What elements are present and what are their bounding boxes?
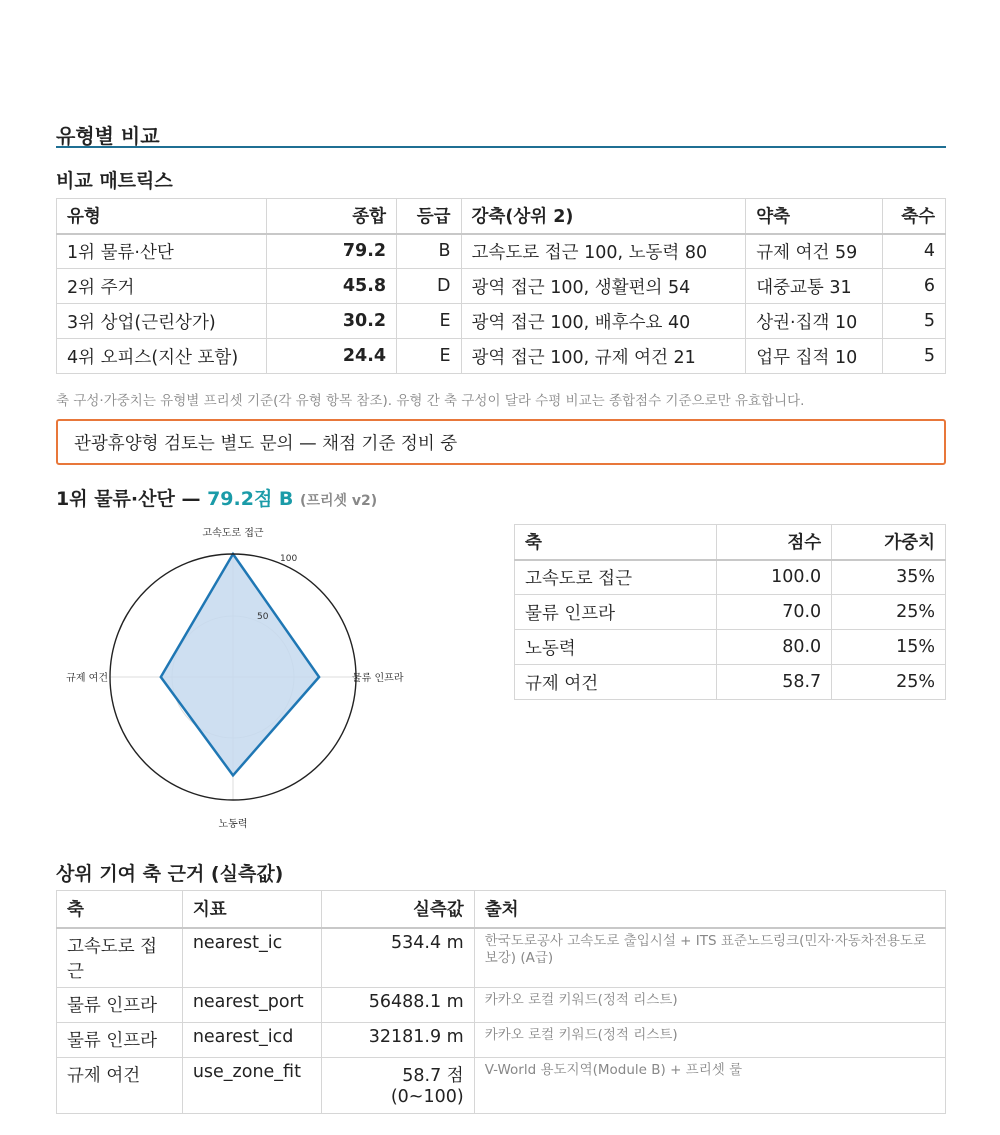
cell-source: 한국도로공사 고속도로 출입시설 + ITS 표준노드링크(민자·자동차전용도로 보강) (A급) [474, 928, 945, 988]
cell-strong: 고속도로 접근 100, 노동력 80 [461, 234, 746, 269]
col-header-grade: 등급 [397, 199, 461, 234]
cell-axis: 규제 여건 [57, 1057, 183, 1113]
radar-data-polygon [161, 554, 319, 775]
section-title: 유형별 비교 [56, 124, 160, 148]
comparison-matrix-table [56, 198, 946, 374]
notice-text: 관광휴양형 검토는 별도 문의 — 채점 기준 정비 중 [74, 434, 458, 454]
detail-score: 79.2점 B [207, 488, 294, 510]
cell-axis: 물류 인프라 [57, 1022, 183, 1057]
section-header [56, 112, 946, 148]
table-row [57, 234, 946, 269]
cell-weight: 25% [832, 665, 946, 700]
cell-axis: 규제 여건 [515, 665, 717, 700]
cell-score: 70.0 [717, 595, 832, 630]
table-row [57, 1057, 946, 1113]
cell-value: 58.7 점 (0~100) [321, 1057, 474, 1113]
cell-grade: E [397, 304, 461, 339]
cell-source: 카카오 로컬 키워드(정적 리스트) [474, 987, 945, 1022]
col-header-axis: 축 [57, 891, 183, 928]
cell-axes: 4 [883, 234, 946, 269]
col-header-weak: 약축 [746, 199, 883, 234]
cell-axes: 5 [883, 304, 946, 339]
cell-axes: 5 [883, 339, 946, 374]
cell-axis: 고속도로 접근 [515, 560, 717, 595]
table-row [57, 304, 946, 339]
table-row [515, 665, 946, 700]
cell-weight: 35% [832, 560, 946, 595]
cell-score: 80.0 [717, 630, 832, 665]
col-header-metric: 지표 [182, 891, 321, 928]
cell-weak: 상권·집객 10 [746, 304, 883, 339]
cell-score: 30.2 [267, 304, 397, 339]
cell-axes: 6 [883, 269, 946, 304]
evidence-header-row [57, 891, 946, 928]
col-header-type: 유형 [57, 199, 267, 234]
col-header-strong: 강축(상위 2) [461, 199, 746, 234]
radar-axis-label-bottom: 노동력 [218, 819, 248, 830]
cell-metric: use_zone_fit [182, 1057, 321, 1113]
radar-ring-label-50: 50 [257, 612, 269, 622]
cell-grade: E [397, 339, 461, 374]
cell-value: 32181.9 m [321, 1022, 474, 1057]
cell-weight: 15% [832, 630, 946, 665]
col-header-value: 실측값 [321, 891, 474, 928]
notice-box [56, 419, 946, 465]
cell-weight: 25% [832, 595, 946, 630]
cell-weak: 업무 집적 10 [746, 339, 883, 374]
matrix-footnote: 축 구성·가중치는 유형별 프리셋 기준(각 유형 항목 참조). 유형 간 축 구성이 달라 수평 비교는 종합점수 기준으로만 유효합니다. [56, 393, 805, 409]
cell-metric: nearest_icd [182, 1022, 321, 1057]
table-row [57, 1022, 946, 1057]
col-header-score: 점수 [717, 525, 832, 560]
cell-type: 4위 오피스(지산 포함) [57, 339, 267, 374]
cell-axis: 고속도로 접근 [57, 928, 183, 988]
col-header-source: 출처 [474, 891, 945, 928]
matrix-heading: 비교 매트릭스 [56, 170, 173, 192]
radar-ring-label-100: 100 [280, 554, 298, 564]
cell-type: 1위 물류·산단 [57, 234, 267, 269]
table-row [57, 987, 946, 1022]
cell-value: 56488.1 m [321, 987, 474, 1022]
cell-metric: nearest_ic [182, 928, 321, 988]
cell-score: 79.2 [267, 234, 397, 269]
col-header-score: 종합 [267, 199, 397, 234]
cell-strong: 광역 접근 100, 생활편의 54 [461, 269, 746, 304]
cell-axis: 노동력 [515, 630, 717, 665]
table-row [515, 630, 946, 665]
cell-score: 58.7 [717, 665, 832, 700]
cell-grade: D [397, 269, 461, 304]
evidence-heading: 상위 기여 축 근거 (실측값) [56, 863, 284, 885]
axis-weights-table [514, 524, 946, 700]
cell-weak: 대중교통 31 [746, 269, 883, 304]
cell-source: V-World 용도지역(Module B) + 프리셋 룰 [474, 1057, 945, 1113]
radar-axis-label-left: 규제 여건 [66, 673, 108, 684]
radar-axis-label-top: 고속도로 접근 [202, 528, 264, 539]
cell-strong: 광역 접근 100, 규제 여건 21 [461, 339, 746, 374]
cell-metric: nearest_port [182, 987, 321, 1022]
weights-header-row [515, 525, 946, 560]
col-header-axes: 축수 [883, 199, 946, 234]
cell-type: 2위 주거 [57, 269, 267, 304]
col-header-weight: 가중치 [832, 525, 946, 560]
cell-score: 24.4 [267, 339, 397, 374]
table-row [57, 339, 946, 374]
detail-title [56, 484, 377, 511]
matrix-header-row [57, 199, 946, 234]
cell-source: 카카오 로컬 키워드(정적 리스트) [474, 1022, 945, 1057]
cell-axis: 물류 인프라 [515, 595, 717, 630]
table-row [57, 928, 946, 988]
detail-title-prefix: 1위 물류·산단 — [56, 488, 201, 510]
radar-chart [56, 515, 416, 845]
table-row [57, 269, 946, 304]
table-row [515, 560, 946, 595]
cell-strong: 광역 접근 100, 배후수요 40 [461, 304, 746, 339]
cell-type: 3위 상업(근린상가) [57, 304, 267, 339]
col-header-axis: 축 [515, 525, 717, 560]
cell-axis: 물류 인프라 [57, 987, 183, 1022]
radar-axis-label-right: 물류 인프라 [352, 673, 404, 684]
cell-value: 534.4 m [321, 928, 474, 988]
table-row [515, 595, 946, 630]
cell-score: 100.0 [717, 560, 832, 595]
evidence-table [56, 890, 946, 1114]
cell-score: 45.8 [267, 269, 397, 304]
cell-grade: B [397, 234, 461, 269]
detail-preset: (프리셋 v2) [300, 493, 378, 509]
cell-weak: 규제 여건 59 [746, 234, 883, 269]
